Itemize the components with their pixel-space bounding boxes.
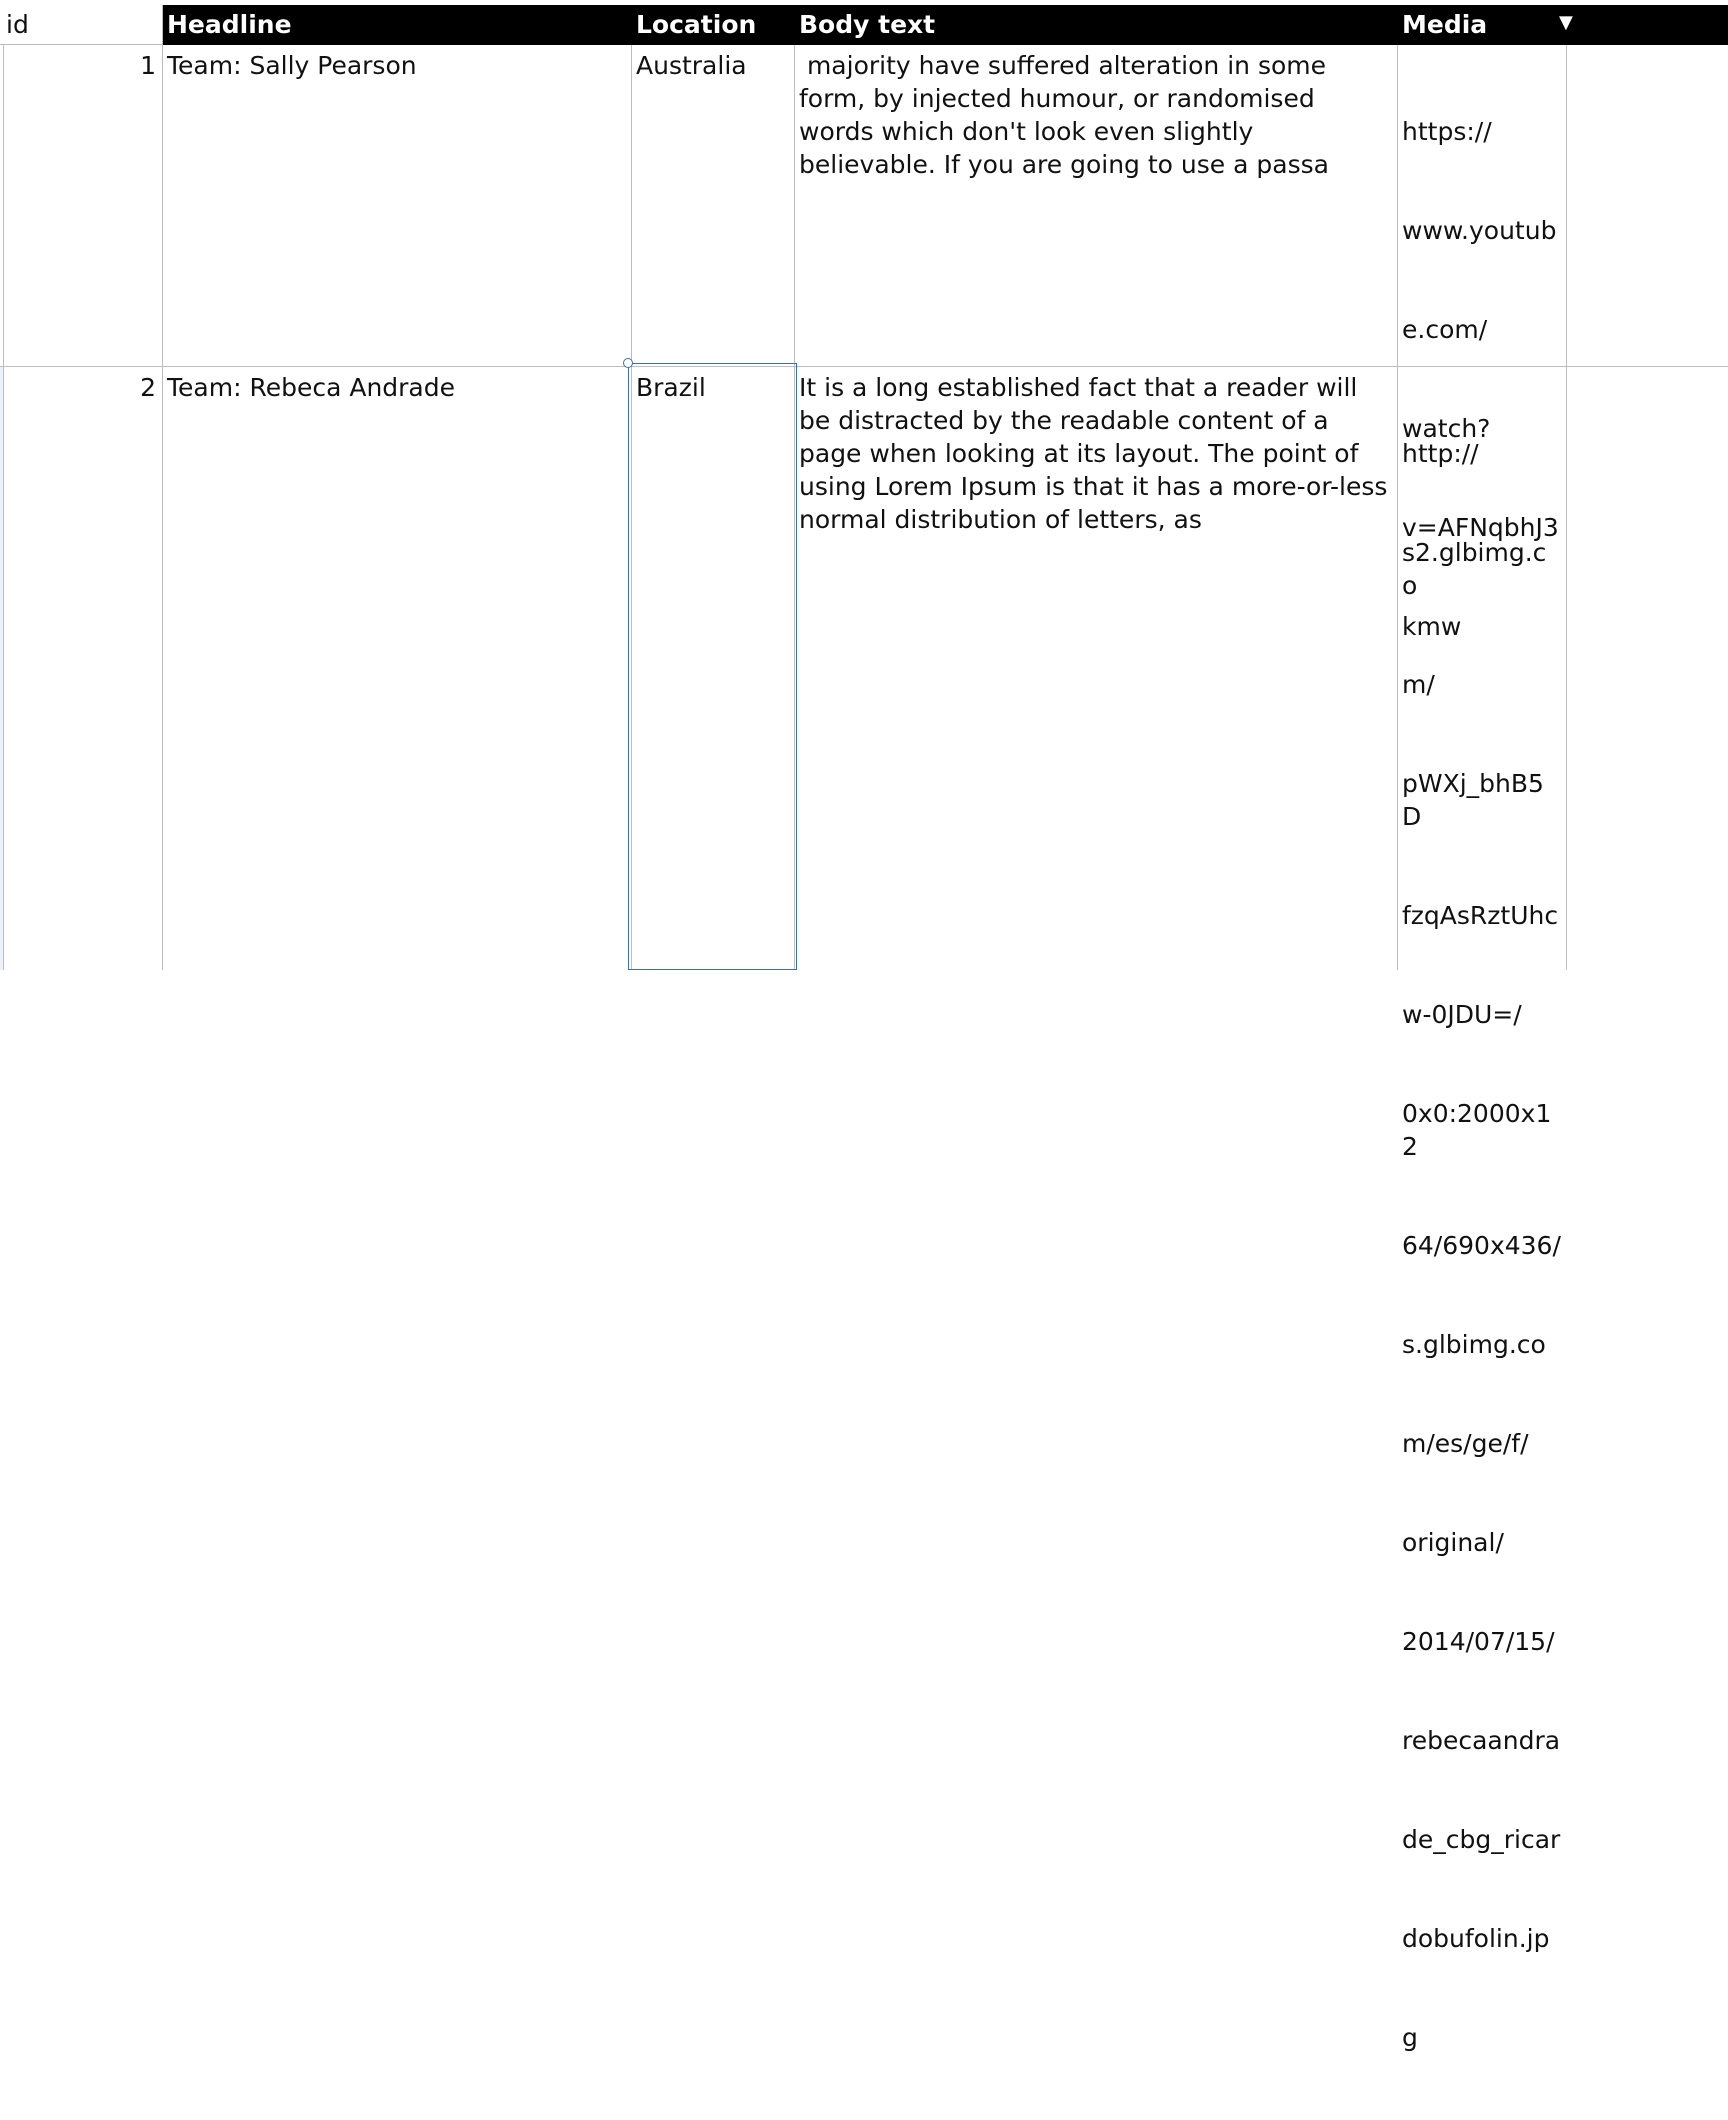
grid-line [1566,45,1567,970]
media-line: e.com/ [1402,315,1488,344]
column-header-location-label: Location [636,10,757,39]
media-line: fzqAsRztUhc [1402,901,1559,930]
media-line: w-0JDU=/ [1402,1000,1522,1029]
media-line: original/ [1402,1528,1504,1557]
column-header-headline-label: Headline [167,10,292,39]
media-line: https:// [1402,117,1492,146]
media-line: pWXj_bhB5D [1402,769,1544,831]
media-line: s.glbimg.co [1402,1330,1546,1359]
media-line: kmw [1402,612,1462,641]
media-line: m/es/ge/f/ [1402,1429,1529,1458]
column-header-body-text[interactable] [794,5,1397,45]
cell-location[interactable]: Australia [636,51,747,80]
cell-headline[interactable]: Team: Sally Pearson [167,51,417,80]
cell-location[interactable]: Brazil [636,373,706,402]
cell-id[interactable]: 1 [140,51,156,80]
media-line: de_cbg_ricar [1402,1825,1561,1854]
media-line: rebecaandra [1402,1726,1561,1755]
media-line: http:// [1402,439,1479,468]
media-line: 2014/07/15/ [1402,1627,1555,1656]
selection-handle-icon[interactable] [623,358,633,368]
cell-id[interactable]: 2 [140,373,156,402]
media-line: 0x0:2000x12 [1402,1099,1552,1161]
cell-body-text[interactable]: It is a long established fact that a reader will be distracted by the readable content of a page when looking at its layout. The point of using Lorem Ipsum is that it has a more-or-less normal distribution of letters, as [799,373,1396,534]
column-header-media-label: Media [1402,10,1488,39]
column-header-body-text-label: Body text [799,10,936,39]
media-line: s2.glbimg.co [1402,538,1547,600]
cell-headline[interactable]: Team: Rebeca Andrade [167,373,456,402]
dropdown-arrow-icon[interactable]: ▼ [1559,12,1573,33]
column-header-id-label: id [6,10,29,39]
column-header-headline[interactable] [162,5,631,45]
column-header-id[interactable] [0,5,162,45]
column-header-location[interactable] [631,5,794,45]
cell-body-text[interactable]: majority have suffered alteration in some form, by injected humour, or randomised words which don't look even slightly believable. If you are going to use a passa [799,51,1334,179]
media-line: 64/690x436/ [1402,1231,1561,1260]
cell-media[interactable] [1397,367,1566,2052]
media-line: watch? [1402,414,1491,443]
media-line: g [1402,2023,1418,2052]
media-line: www.youtub [1402,216,1557,245]
media-line: v=AFNqbhJ3 [1402,513,1559,542]
media-line: dobufolin.jp [1402,1924,1550,1953]
media-line: m/ [1402,670,1435,699]
